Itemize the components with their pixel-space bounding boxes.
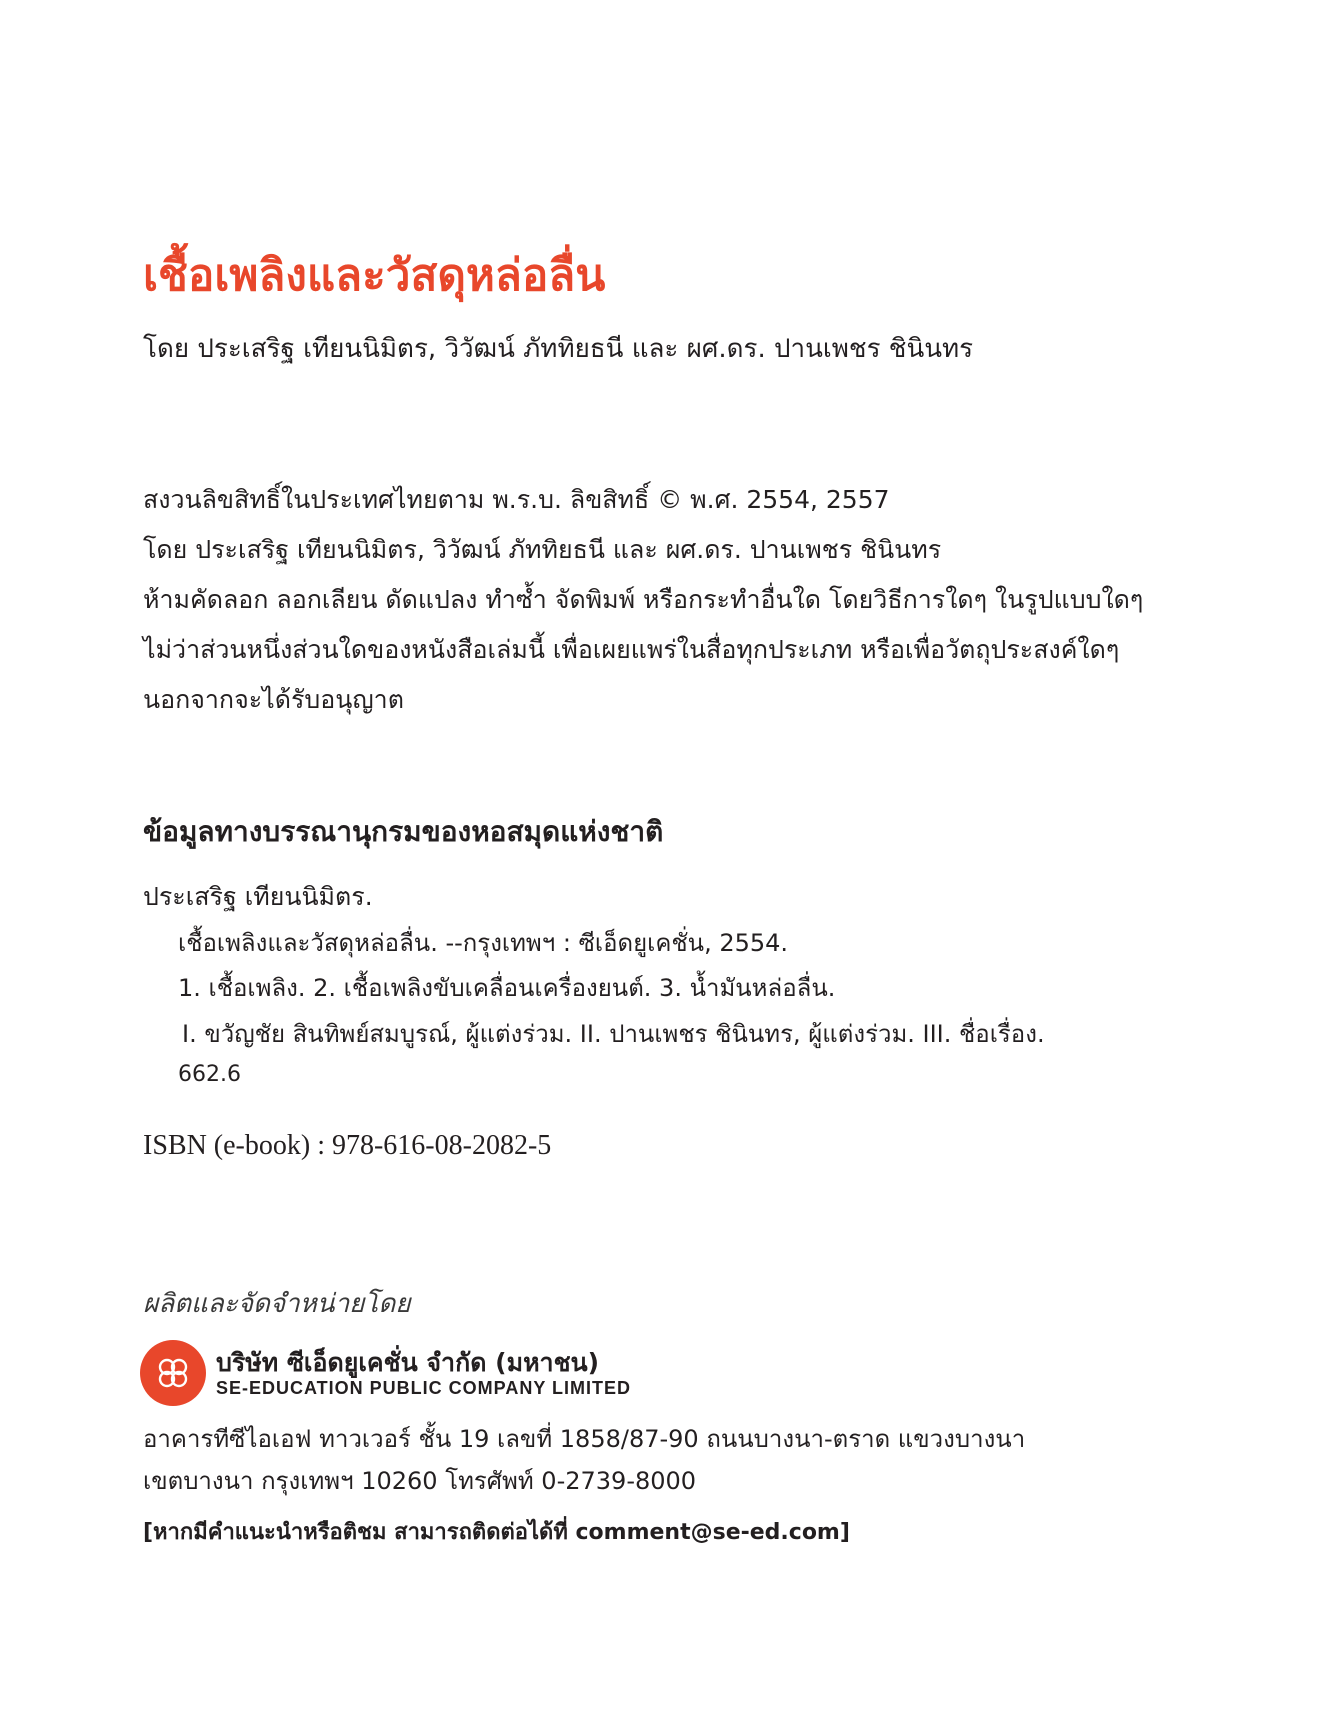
- copyright-line: สงวนลิขสิทธิ์ในประเทศไทยตาม พ.ร.บ. ลิขสิทธิ์ © พ.ศ. 2554, 2557: [143, 485, 890, 514]
- se-ed-logo-icon: [140, 1340, 206, 1406]
- cip-author: ประเสริฐ เทียนนิมิตร.: [143, 882, 373, 911]
- copyright-line: ห้ามคัดลอก ลอกเลียน ดัดแปลง ทำซ้ำ จัดพิมพ์ หรือกระทำอื่นใด โดยวิธีการใดๆ ในรูปแบบใดๆ: [143, 585, 1144, 614]
- copyright-line: นอกจากจะได้รับอนุญาต: [143, 685, 404, 714]
- cip-subjects: 1. เชื้อเพลิง. 2. เชื้อเพลิงขับเคลื่อนเครื่องยนต์. 3. น้ำมันหล่อลื่น.: [178, 974, 836, 1002]
- address-line: อาคารทีซีไอเอฟ ทาวเวอร์ ชั้น 19 เลขที่ 1858/87-90 ถนนบางนา-ตราด แขวงบางนา: [143, 1425, 1026, 1453]
- copyright-line: โดย ประเสริฐ เทียนนิมิตร, วิวัฒน์ ภัททิยธนี และ ผศ.ดร. ปานเพชร ชินินทร: [143, 535, 942, 564]
- cip-added-entries: I. ขวัญชัย สินทิพย์สมบูรณ์, ผู้แต่งร่วม. II. ปานเพชร ชินินทร, ผู้แต่งร่วม. III. ชื่อเรื่อง.: [182, 1020, 1045, 1048]
- se-ed-logo-mark: [153, 1353, 193, 1393]
- address-line: เขตบางนา กรุงเทพฯ 10260 โทรศัพท์ 0-2739-8000: [143, 1467, 697, 1495]
- book-byline: โดย ประเสริฐ เทียนนิมิตร, วิวัฒน์ ภัททิยธนี และ ผศ.ดร. ปานเพชร ชินินทร: [143, 334, 974, 364]
- book-title: เชื้อเพลิงและวัสดุหล่อลื่น: [143, 250, 606, 301]
- feedback-contact: [หากมีคำแนะนำหรือติชม สามารถติดต่อได้ที่ comment@se-ed.com]: [143, 1520, 850, 1545]
- cip-title-line: เชื้อเพลิงและวัสดุหล่อลื่น. --กรุงเทพฯ : ซีเอ็ดยูเคชั่น, 2554.: [178, 929, 789, 957]
- copyright-line: ไม่ว่าส่วนหนึ่งส่วนใดของหนังสือเล่มนี้ เพื่อเผยแพร่ในสื่อทุกประเภท หรือเพื่อวัตถุประสงค์ใดๆ: [143, 635, 1120, 664]
- publisher-name-en: SE-EDUCATION PUBLIC COMPANY LIMITED: [216, 1378, 632, 1398]
- publisher-address: [143, 1418, 1025, 1502]
- cip-heading: ข้อมูลทางบรรณานุกรมของหอสมุดแห่งชาติ: [143, 815, 664, 848]
- cip-classification: 662.6: [178, 1062, 241, 1087]
- copyright-notice: [143, 475, 1143, 725]
- isbn: ISBN (e-book) : 978-616-08-2082-5: [143, 1130, 552, 1161]
- produced-by-label: ผลิตและจัดจำหน่ายโดย: [143, 1289, 411, 1319]
- publisher-name-th: บริษัท ซีเอ็ดยูเคชั่น จำกัด (มหาชน): [216, 1348, 600, 1377]
